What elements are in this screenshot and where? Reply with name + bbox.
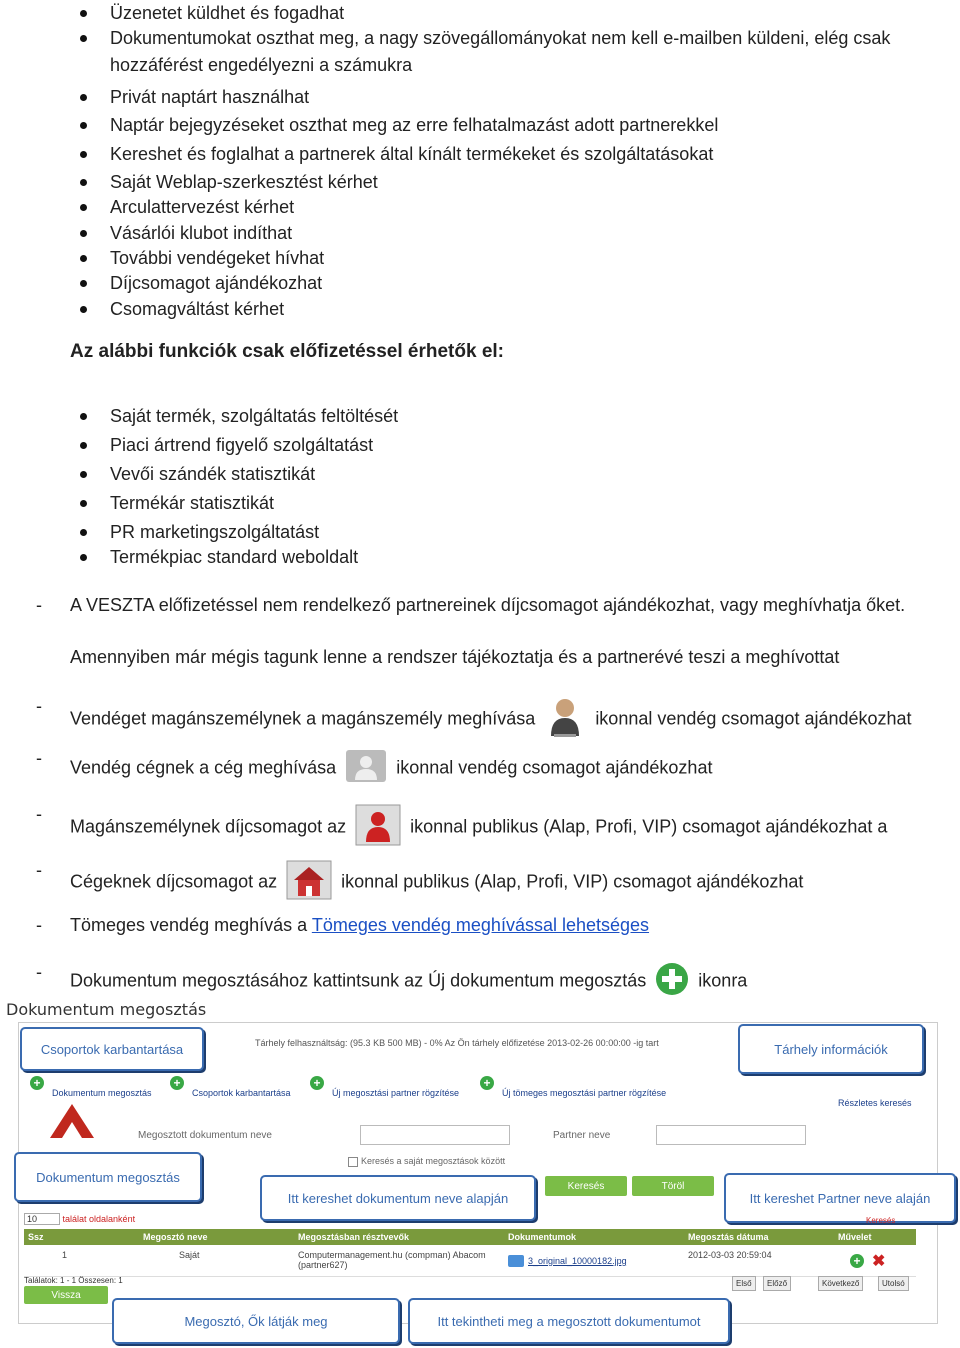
person-invite-icon [546, 696, 584, 743]
dash-marker: - [36, 962, 42, 982]
add-icon: + [170, 1076, 184, 1090]
actions-cell [834, 1246, 916, 1276]
paragraph: Amennyiben már mégis tagunk lenne a rendszer tájékoztatja és a partnerévé teszi a meghívottat [70, 647, 840, 667]
checkbox[interactable] [348, 1157, 358, 1167]
page-size-select[interactable]: 10 [24, 1213, 60, 1225]
paragraph: A VESZTA előfizetéssel nem rendelkező partnereinek díjcsomagot ajándékozhat, vagy meghívhatja őket. [70, 595, 906, 615]
paragraph-text: Magánszemélynek díjcsomagot az [70, 816, 347, 837]
list-item: Vásárlói klubot indíthat [110, 223, 293, 243]
table-header [24, 1229, 916, 1245]
toolbar-doc-share[interactable] [30, 1076, 44, 1090]
delete-icon[interactable]: ✖ [872, 1253, 886, 1270]
toolbar-new-partner-label[interactable]: Új megosztási partner rögzítése [332, 1088, 460, 1098]
paragraph-text: ikonnal vendég csomagot ajándékozhat [595, 708, 912, 729]
paragraph-text: Tömeges vendég meghívás a [70, 915, 308, 935]
pager-last[interactable]: Utolsó [878, 1276, 909, 1291]
list-item: Csomagváltást kérhet [110, 299, 285, 319]
screenshot-title: Dokumentum megosztás [6, 1000, 207, 1019]
dash-marker: - [36, 915, 42, 935]
cell: 2012-03-03 20:59:04 [688, 1250, 772, 1260]
list-item: Privát naptárt használhat [110, 87, 310, 107]
section-heading: Az alábbi funkciók csak előfizetéssel érhetők el: [70, 341, 504, 362]
storage-status: Tárhely felhasználtság: (95.3 KB 500 MB) - 0% Az Ön tárhely előfizetése 2013-02-26 00:00:00 -ig tart [255, 1038, 659, 1048]
callout-doc-share: Dokumentum megosztás [14, 1152, 202, 1202]
up-arrow-icon [48, 1100, 96, 1140]
paragraph-text: Vendég cégnek a cég meghívása [70, 757, 337, 778]
callout-search-doc: Itt kereshet dokumentum neve alapján [260, 1175, 536, 1221]
list-item: Vevői szándék statisztikát [110, 464, 316, 484]
private-package-gift-icon [355, 804, 401, 851]
paragraph [70, 860, 803, 905]
search-hint: Keresés [866, 1216, 896, 1225]
results-per-page-label: találat oldalanként [62, 1214, 136, 1224]
col-header[interactable]: Megosztás dátuma [688, 1232, 769, 1242]
add-icon: + [480, 1076, 494, 1090]
cell: Saját [179, 1250, 200, 1260]
detailed-search-link[interactable]: Részletes keresés [838, 1098, 912, 1108]
doc-name-label: Megosztott dokumentum neve [138, 1130, 272, 1141]
paragraph-text: ikonnal publikus (Alap, Profi, VIP) csomagot ajándékozhat a [410, 816, 888, 837]
toolbar-bulk-partner[interactable] [480, 1076, 494, 1090]
paragraph-text: ikonra [698, 970, 748, 991]
dash-marker: - [36, 595, 42, 615]
toolbar-new-partner[interactable] [310, 1076, 324, 1090]
folder-icon [508, 1255, 524, 1267]
pager-next[interactable]: Következő [818, 1276, 863, 1291]
pager-first[interactable]: Első [732, 1276, 756, 1291]
list-item: Saját Weblap-szerkesztést kérhet [110, 172, 378, 192]
partner-name-label: Partner neve [553, 1130, 611, 1141]
green-plus-icon [655, 962, 689, 1001]
pager-prev[interactable]: Előző [763, 1276, 791, 1291]
dash-marker: - [36, 860, 42, 880]
callout-sharer: Megosztó, Ők látják meg [112, 1298, 400, 1344]
list-item: Termékpiac standard weboldalt [110, 547, 359, 567]
add-icon: + [30, 1076, 44, 1090]
checkbox-label: Keresés a saját megosztások között [361, 1156, 506, 1166]
back-button[interactable]: Vissza [24, 1286, 108, 1304]
paragraph-text: ikonnal publikus (Alap, Profi, VIP) csomagot ajándékozhat [341, 871, 804, 892]
list-item: Kereshet és foglalhat a partnerek által kínált termékeket és szolgáltatásokat [110, 144, 714, 164]
toolbar-groups[interactable] [170, 1076, 184, 1090]
paragraph [70, 804, 887, 851]
col-header[interactable]: Ssz [28, 1232, 44, 1242]
dash-marker: - [36, 748, 42, 768]
callout-search-partner: Itt kereshet Partner neve alaján [724, 1173, 956, 1223]
toolbar-bulk-partner-label[interactable]: Új tömeges megosztási partner rögzítése [502, 1088, 667, 1098]
toolbar-doc-share-label[interactable]: Dokumentum megosztás [52, 1088, 152, 1098]
results-summary: Találatok: 1 - 1 Összesen: 1 [24, 1276, 123, 1285]
list-item: Üzenetet küldhet és fogadhat [110, 3, 345, 23]
doc-name-input[interactable] [360, 1125, 510, 1145]
add-icon[interactable]: + [850, 1254, 864, 1268]
toolbar-groups-label[interactable]: Csoportok karbantartása [192, 1088, 291, 1098]
paragraph-text: Vendéget magánszemélynek a magánszemély meghívása [70, 708, 536, 729]
document-link[interactable]: 3_original_10000182.jpg [528, 1256, 627, 1266]
list-item: Arculattervezést kérhet [110, 197, 295, 217]
delete-button[interactable]: Töröl [632, 1176, 714, 1196]
paragraph [70, 748, 712, 789]
list-item: PR marketingszolgáltatást [110, 522, 320, 542]
list-item: Naptár bejegyzéseket oszthat meg az erre felhatalmazást adott partnerekkel [110, 115, 719, 135]
add-icon: + [310, 1076, 324, 1090]
partner-name-input[interactable] [656, 1125, 806, 1145]
paragraph [70, 915, 649, 936]
list-item-continuation: hozzáférést engedélyezni a számukra [110, 55, 413, 75]
list-item: Termékár statisztikát [110, 493, 275, 513]
col-header[interactable]: Megosztó neve [143, 1232, 208, 1242]
dash-marker: - [36, 696, 42, 716]
cell [504, 1246, 684, 1276]
company-invite-icon [345, 748, 387, 789]
company-package-gift-icon [286, 860, 332, 905]
cell: 1 [62, 1250, 68, 1260]
search-button[interactable]: Keresés [545, 1176, 627, 1196]
paragraph-text: Dokumentum megosztásához kattintsunk az Új dokumentum megosztás [70, 970, 647, 991]
cell: Computermanagement.hu (compman) Abacom (partner627) [298, 1250, 486, 1270]
list-item: Saját termék, szolgáltatás feltöltését [110, 406, 399, 426]
paragraph [70, 696, 912, 743]
paragraph-text: ikonnal vendég csomagot ajándékozhat [396, 757, 713, 778]
list-item: További vendégeket hívhat [110, 248, 325, 268]
table-row[interactable] [24, 1246, 916, 1277]
page-size-row [24, 1213, 135, 1225]
callout-storage: Tárhely információk [738, 1024, 924, 1074]
callout-groups: Csoportok karbantartása [20, 1027, 204, 1071]
col-header[interactable]: Művelet [838, 1232, 872, 1242]
callout-view-doc: Itt tekintheti meg a megosztott dokumentumot [408, 1298, 730, 1344]
list-item: Díjcsomagot ajándékozhat [110, 273, 323, 293]
paragraph [70, 962, 747, 1001]
col-header[interactable]: Dokumentumok [508, 1232, 577, 1242]
list-item: Dokumentumokat oszthat meg, a nagy szövegállományokat nem kell e-mailben küldeni, elég csak [110, 28, 891, 48]
col-header[interactable]: Megosztásban résztvevők [298, 1232, 410, 1242]
paragraph-text: Cégeknek díjcsomagot az [70, 871, 278, 892]
own-shares-checkbox-row[interactable] [348, 1156, 505, 1167]
bulk-invite-link[interactable]: Tömeges vendég meghívással lehetséges [311, 915, 650, 935]
list-item: Piaci ártrend figyelő szolgáltatást [110, 435, 374, 455]
dash-marker: - [36, 804, 42, 824]
